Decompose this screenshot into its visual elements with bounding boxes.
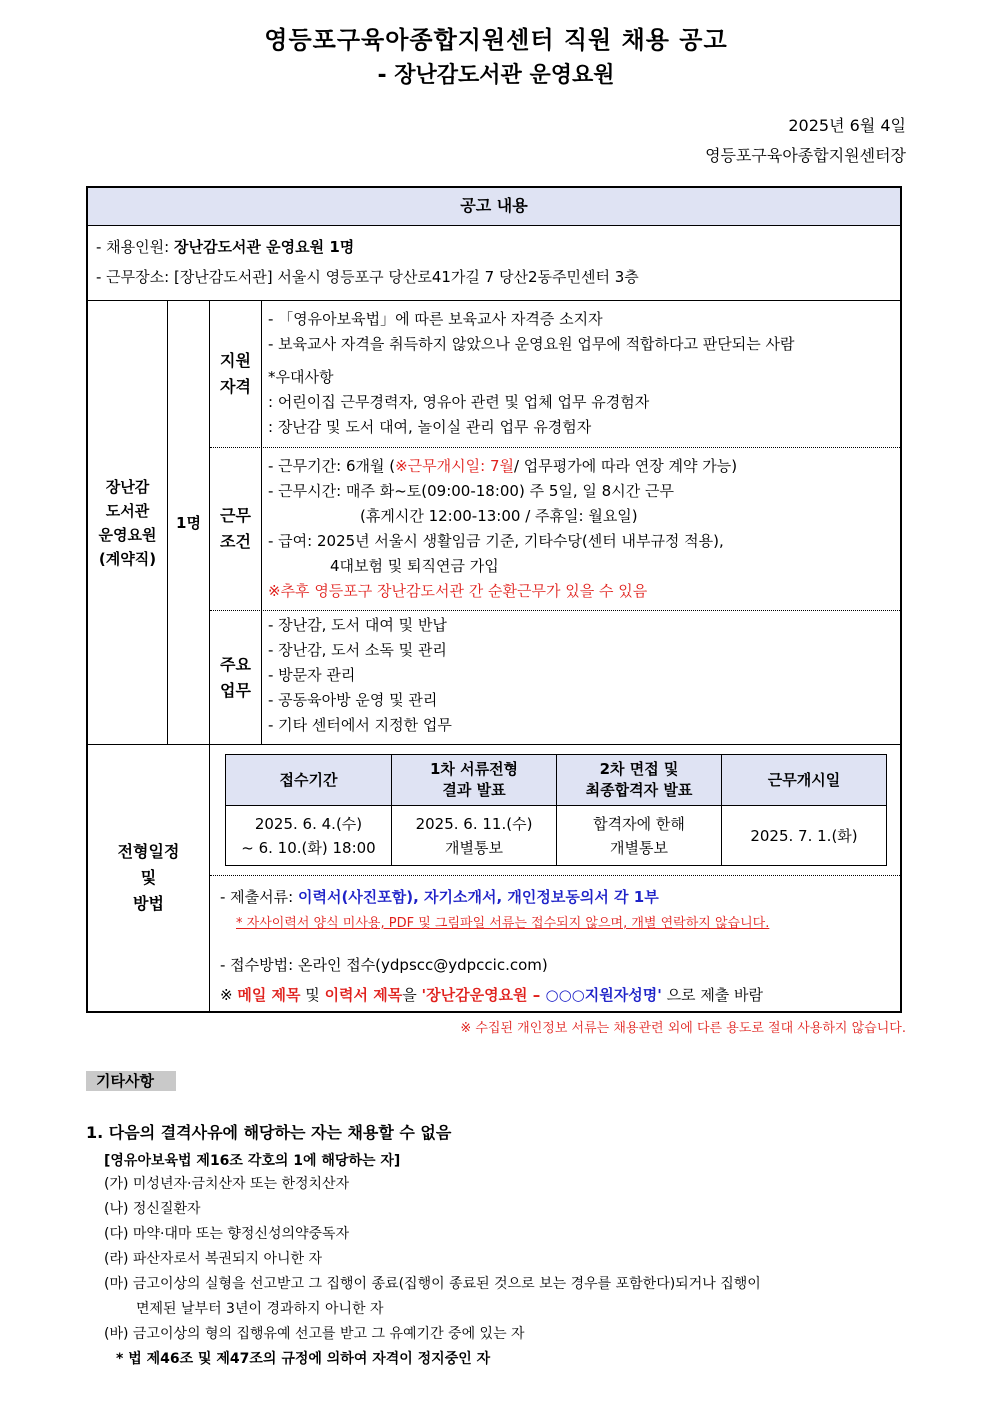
duties-label: 주요 업무 bbox=[210, 611, 262, 744]
work-period: - 근무기간: 6개월 (※근무개시일: 7월/ 업무평가에 따라 연장 계약 가능) bbox=[268, 457, 738, 475]
process-body bbox=[210, 745, 900, 1011]
schedule-header-second: 2차 면접 및 최종합격자 발표 bbox=[557, 755, 722, 806]
list-item: (나) 정신질환자 bbox=[104, 1201, 201, 1217]
break-time: (휴게시간 12:00-13:00 / 주휴일: 월요일) bbox=[360, 507, 638, 525]
qualification-label: 지원 자격 bbox=[210, 301, 262, 447]
duties-section bbox=[210, 611, 900, 744]
documents: - 제출서류: 이력서(사진포함), 자기소개서, 개인정보동의서 각 1부 bbox=[220, 888, 659, 906]
salary: - 급여: 2025년 서울시 생활임금 기준, 기타수당(센터 내부규정 적용), bbox=[268, 532, 724, 550]
submission-info bbox=[210, 876, 900, 1010]
schedule-start-date: 2025. 7. 1.(화) bbox=[722, 806, 887, 866]
page-title: 영등포구육아종합지원센터 직원 채용 공고 bbox=[264, 26, 728, 54]
mail-instruction: ※ 메일 제목 및 이력서 제목을 '장난감운영요원 – ○○○지원자성명' 으로 제출 바람 bbox=[220, 986, 764, 1004]
position-count: 1명 bbox=[168, 301, 210, 744]
list-item: (라) 파산자로서 복권되지 아니한 자 bbox=[104, 1251, 323, 1267]
disqualification-list bbox=[104, 1172, 761, 1347]
notice-summary bbox=[88, 226, 900, 301]
list-item: 면제된 날부터 3년이 경과하지 아니한 자 bbox=[136, 1301, 384, 1317]
final-note: * 법 제46조 및 제47조의 규정에 의하여 자격이 정지중인 자 bbox=[116, 1351, 491, 1367]
schedule-receipt-period: 2025. 6. 4.(수) ~ 6. 10.(화) 18:00 bbox=[226, 806, 392, 866]
conditions-text bbox=[262, 448, 900, 610]
duties-text: - 장난감, 도서 대여 및 반납 - 장난감, 도서 소독 및 관리 - 방문자 관리 - 공동육아방 운영 및 관리 - 기타 센터에서 지정한 업무 bbox=[268, 616, 452, 734]
page-subtitle: - 장난감도서관 운영요원 bbox=[377, 63, 615, 88]
list-item: (가) 미성년자·금치산자 또는 한정치산자 bbox=[104, 1176, 350, 1192]
insurance: 4대보험 및 퇴직연금 가입 bbox=[330, 557, 499, 575]
rotation-note: ※추후 영등포구 장난감도서관 간 순환근무가 있을 수 있음 bbox=[268, 582, 648, 600]
recruit-value: 장난감도서관 운영요원 1명 bbox=[173, 238, 355, 256]
privacy-note: ※ 수집된 개인정보 서류는 채용관련 외에 다른 용도로 절대 사용하지 않습니다. bbox=[460, 1021, 906, 1036]
disqualification-title: 1. 다음의 결격사유에 해당하는 자는 채용할 수 없음 bbox=[86, 1123, 452, 1142]
list-item: (마) 금고이상의 실형을 선고받고 그 집행이 종료(집행이 종료된 것으로 보는 경우를 포함한다)되거나 집행이 bbox=[104, 1276, 761, 1292]
position-details bbox=[210, 301, 900, 744]
qualification-text: - 「영유아보육법」에 따른 보육교사 자격증 소지자 - 보육교사 자격을 취득하지 않았으나 운영요원 업무에 적합하다고 판단되는 사람 *우대사항 : 어린이집 근무경력자, 영유아 관련 및 업체 업무 유경험자 : 장난감 및 도서 대여, 놀이실 관리 업무 유경험자 bbox=[268, 310, 795, 436]
schedule-table bbox=[225, 754, 887, 866]
schedule-first-result: 2025. 6. 11.(수) 개별통보 bbox=[392, 806, 557, 866]
disqualification-subtitle: [영유아보육법 제16조 각호의 1에 해당하는 자] bbox=[104, 1153, 401, 1169]
notice-table bbox=[86, 186, 902, 1013]
schedule-final-result: 합격자에 한해 개별통보 bbox=[557, 806, 722, 866]
list-item: (바) 금고이상의 형의 집행유예 선고를 받고 그 유예기간 중에 있는 자 bbox=[104, 1326, 525, 1342]
recruit-label: - 채용인원: bbox=[96, 238, 174, 256]
schedule-header-receipt: 접수기간 bbox=[226, 755, 392, 806]
submission-method: - 접수방법: 온라인 접수(ydpscc@ydpccic.com) bbox=[220, 956, 548, 974]
conditions-section bbox=[210, 448, 900, 611]
position-name: 장난감 도서관 운영요원 (계약직) bbox=[88, 301, 168, 744]
position-row bbox=[88, 301, 900, 745]
announcement-date: 2025년 6월 4일 bbox=[788, 116, 906, 135]
workplace: - 근무장소: [장난감도서관] 서울시 영등포구 당산로41가길 7 당산2동주민센터 3층 bbox=[96, 268, 639, 286]
issuer: 영등포구육아종합지원센터장 bbox=[705, 146, 906, 165]
list-item: (다) 마약·대마 또는 향정신성의약중독자 bbox=[104, 1226, 350, 1242]
qualification-section bbox=[210, 301, 900, 448]
schedule-header-first: 1차 서류전형 결과 발표 bbox=[392, 755, 557, 806]
schedule-header-start: 근무개시일 bbox=[722, 755, 887, 806]
work-hours: - 근무시간: 매주 화~토(09:00-18:00) 주 5일, 일 8시간 근무 bbox=[268, 482, 674, 500]
recruit-count bbox=[96, 232, 892, 262]
conditions-label: 근무 조건 bbox=[210, 448, 262, 610]
process-row bbox=[88, 745, 900, 1011]
extra-section-label: 기타사항 bbox=[86, 1071, 176, 1091]
notice-heading: 공고 내용 bbox=[88, 188, 900, 226]
documents-note: * 자사이력서 양식 미사용, PDF 및 그림파일 서류는 접수되지 않으며, 개별 연락하지 않습니다. bbox=[236, 916, 770, 931]
process-label: 전형일정 및 방법 bbox=[88, 745, 210, 1011]
